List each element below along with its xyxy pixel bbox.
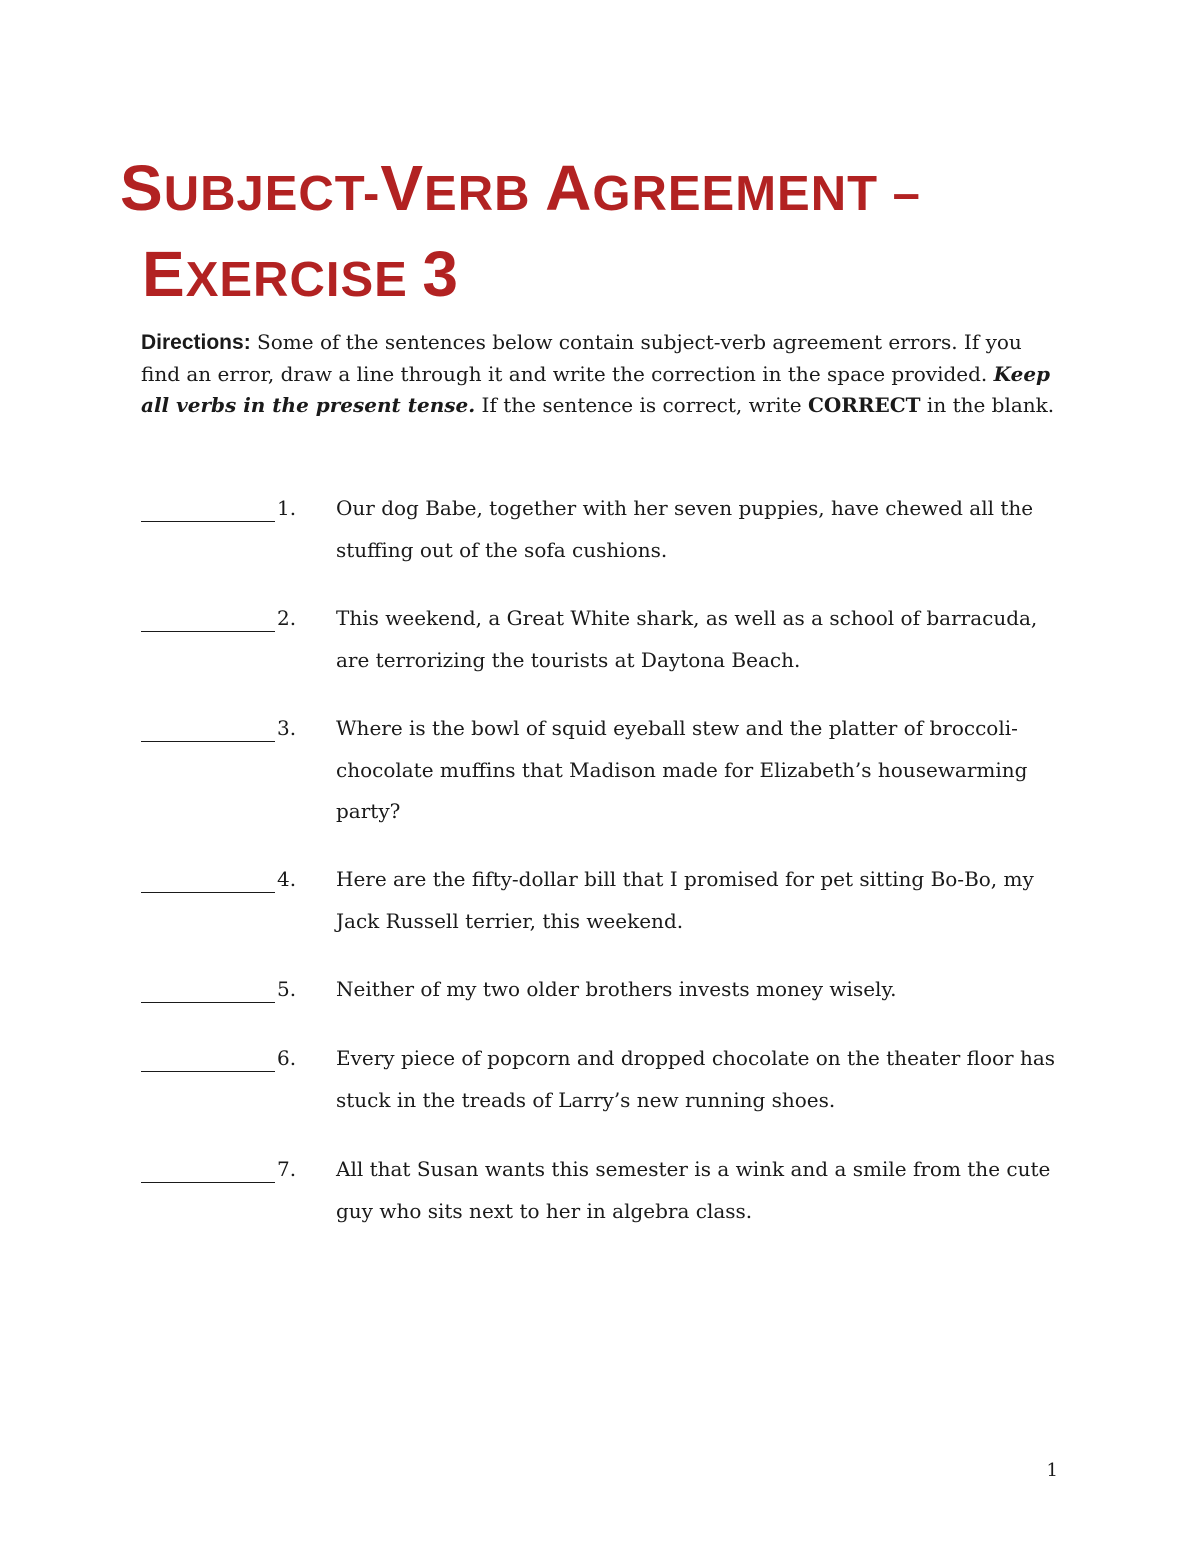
item-sentence: Neither of my two older brothers invests money wisely. xyxy=(336,977,897,1001)
answer-blank-7[interactable] xyxy=(141,1157,275,1183)
item-number: 5. xyxy=(277,977,297,1001)
correct-keyword: CORRECT xyxy=(807,393,921,417)
item-sentence: Where is the bowl of squid eyeball stew and the platter of broccoli-chocolate muffins that Madison made for Elizabeth’s housewarming party? xyxy=(336,716,1028,823)
item-sentence: Here are the fifty-dollar bill that I promised for pet sitting Bo-Bo, my Jack Russell terrier, this weekend. xyxy=(336,867,1034,933)
answer-blank-6[interactable] xyxy=(141,1046,275,1072)
item-number: 3. xyxy=(277,716,297,740)
item-sentence: Every piece of popcorn and dropped chocolate on the theater floor has stuck in the treads of Larry’s new running shoes. xyxy=(336,1046,1056,1112)
page-title xyxy=(120,148,1080,320)
item-number: 2. xyxy=(277,606,297,630)
item-sentence: All that Susan wants this semester is a wink and a smile from the cute guy who sits next to her in algebra class. xyxy=(336,1157,1051,1223)
present-tense-emphasis: Keep all verbs in the present tense. xyxy=(141,361,1051,417)
answer-blank-2[interactable] xyxy=(141,606,275,632)
item-number: 4. xyxy=(277,867,297,891)
directions-label: Directions: xyxy=(141,331,251,354)
page-number: 1 xyxy=(1046,1460,1058,1481)
title-line-1: SUBJECT-VERB AGREEMENT – xyxy=(120,152,921,224)
item-sentence: Our dog Babe, together with her seven puppies, have chewed all the stuffing out of the sofa cushions. xyxy=(336,496,1034,562)
item-sentence: This weekend, a Great White shark, as well as a school of barracuda, are terrorizing the tourists at Daytona Beach. xyxy=(336,606,1038,672)
title-line-2: EXERCISE 3 xyxy=(142,238,460,310)
answer-blank-5[interactable] xyxy=(141,977,275,1003)
answer-blank-3[interactable] xyxy=(141,716,275,742)
item-number: 1. xyxy=(277,496,297,520)
item-number: 6. xyxy=(277,1046,297,1070)
directions-paragraph: Directions: Some of the sentences below contain subject-verb agreement errors. If you find an error, draw a line through it and write the correction in the space provided. Keep all verbs in the present tense. If the sentence is correct, write CORRECT in the blank. xyxy=(141,330,1055,417)
answer-blank-1[interactable] xyxy=(141,496,275,522)
answer-blank-4[interactable] xyxy=(141,867,275,893)
item-number: 7. xyxy=(277,1157,297,1181)
